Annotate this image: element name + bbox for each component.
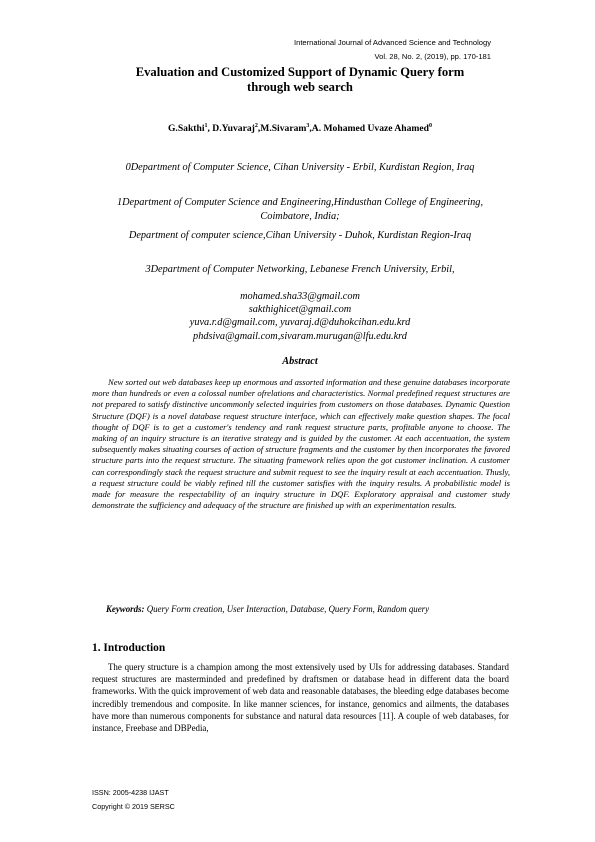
section-heading: 1. Introduction [92, 642, 166, 654]
email-line: sakthighicet@gmail.com [248, 304, 352, 316]
abstract-text: New sorted out web databases keep up enormous and assorted information and these genuine databases incorporate more than hundreds or even a colossal number ofrelations and characteristics. Normal predefined request structures are not prepared to satisfy distinctive uncommonly selected inquiries from customers on those databases. Dynamic Question Structure (DQF) is a novel database request structure interface, which can effectively make question shapes. The focal thought of DQF is to get a customer's tendency and rank request structure parts, profitable anyone to choose. The making of an inquiry structure is an iterative strategy and is guided by the customer. At each accentuation, the system subsequently makes situating courses of action of structure fragments and the customer by then incorporates the favored structure parts into the request structure. The situating framework relies upon the got customer inclination. A customer can correspondingly stack the request structure and submit request to see the inquiry result at each accentuation. Thusly, a request structure could be viably refined till the customer satisfies with the inquiry results. A probabilistic model is made for measure the respectability of an inquiry structure in DQF. Exploratory appraisal and customer study demonstrate the sufficiency and adequacy of the structure are finished up with an experimentation results. [92, 377, 510, 511]
author-separator: , [207, 123, 213, 134]
paper-title [90, 65, 510, 95]
title-line-2: through web search [247, 80, 353, 94]
affiliation: 3Department of Computer Networking, Lebanese French University, Erbil, [145, 264, 455, 275]
email-list [95, 290, 505, 343]
author-name: Mohamed Uvaze Ahamed [323, 123, 430, 134]
affiliation: Department of computer science,Cihan University - Duhok, Kurdistan Region-Iraq [128, 230, 472, 241]
copyright-footer: Copyright © 2019 SERSC [92, 802, 175, 811]
author-name: M.Sivaram [260, 123, 307, 134]
author-affiliation-mark: 1 [204, 122, 208, 129]
email-line: phdsiva@gmail.com,sivaram.murugan@lfu.edu.krd [193, 330, 407, 342]
email-line: mohamed.sha33@gmail.com [240, 291, 360, 302]
author-separator: , [257, 123, 261, 134]
issn-footer: ISSN: 2005-4238 IJAST [92, 788, 169, 797]
author-affiliation-mark: 2 [254, 122, 258, 129]
author-separator: ,A. [309, 123, 324, 134]
affiliation: 1Department of Computer Science and Engineering,Hindusthan College of Engineering, Coimbatore, India; [116, 197, 484, 222]
author-name: D.Yuvaraj [212, 123, 255, 134]
section-body-text: The query structure is a champion among the most extensively used by UIs for addressing databases. Standard request structures are masterminded and predefined by draftsmen or database head in different data the board frameworks. With the quick improvement of web data and reasonable databases, the bleeding edge databases become incredibly tremendous and composite. In like manner sciences, for instance, genomics and ailments, the databases have more than numerous components for substance and natural data resources [11]. A couple of web databases, for instance, Freebase and DBPedia, [92, 662, 509, 734]
email-line: yuva.r.d@gmail.com, yuvaraj.d@duhokcihan.edu.krd [189, 317, 411, 329]
keywords-label: Keywords: [106, 604, 145, 614]
author-affiliation-mark: 0 [429, 122, 433, 129]
volume-info: Vol. 28, No. 2, (2019), pp. 170-181 [374, 52, 491, 61]
abstract-heading: Abstract [282, 356, 318, 367]
author-name: G.Sakthi [167, 123, 205, 134]
title-line-1: Evaluation and Customized Support of Dynamic Query form [135, 65, 465, 79]
keywords [106, 604, 569, 615]
author-affiliation-mark: 3 [306, 122, 310, 129]
keywords-list: Query Form creation, User Interaction, Database, Query Form, Random query [146, 604, 430, 614]
author-list [90, 123, 510, 135]
affiliation: 0Department of Computer Science, Cihan University - Erbil, Kurdistan Region, Iraq [125, 162, 475, 173]
journal-name: International Journal of Advanced Science and Technology [293, 38, 491, 47]
